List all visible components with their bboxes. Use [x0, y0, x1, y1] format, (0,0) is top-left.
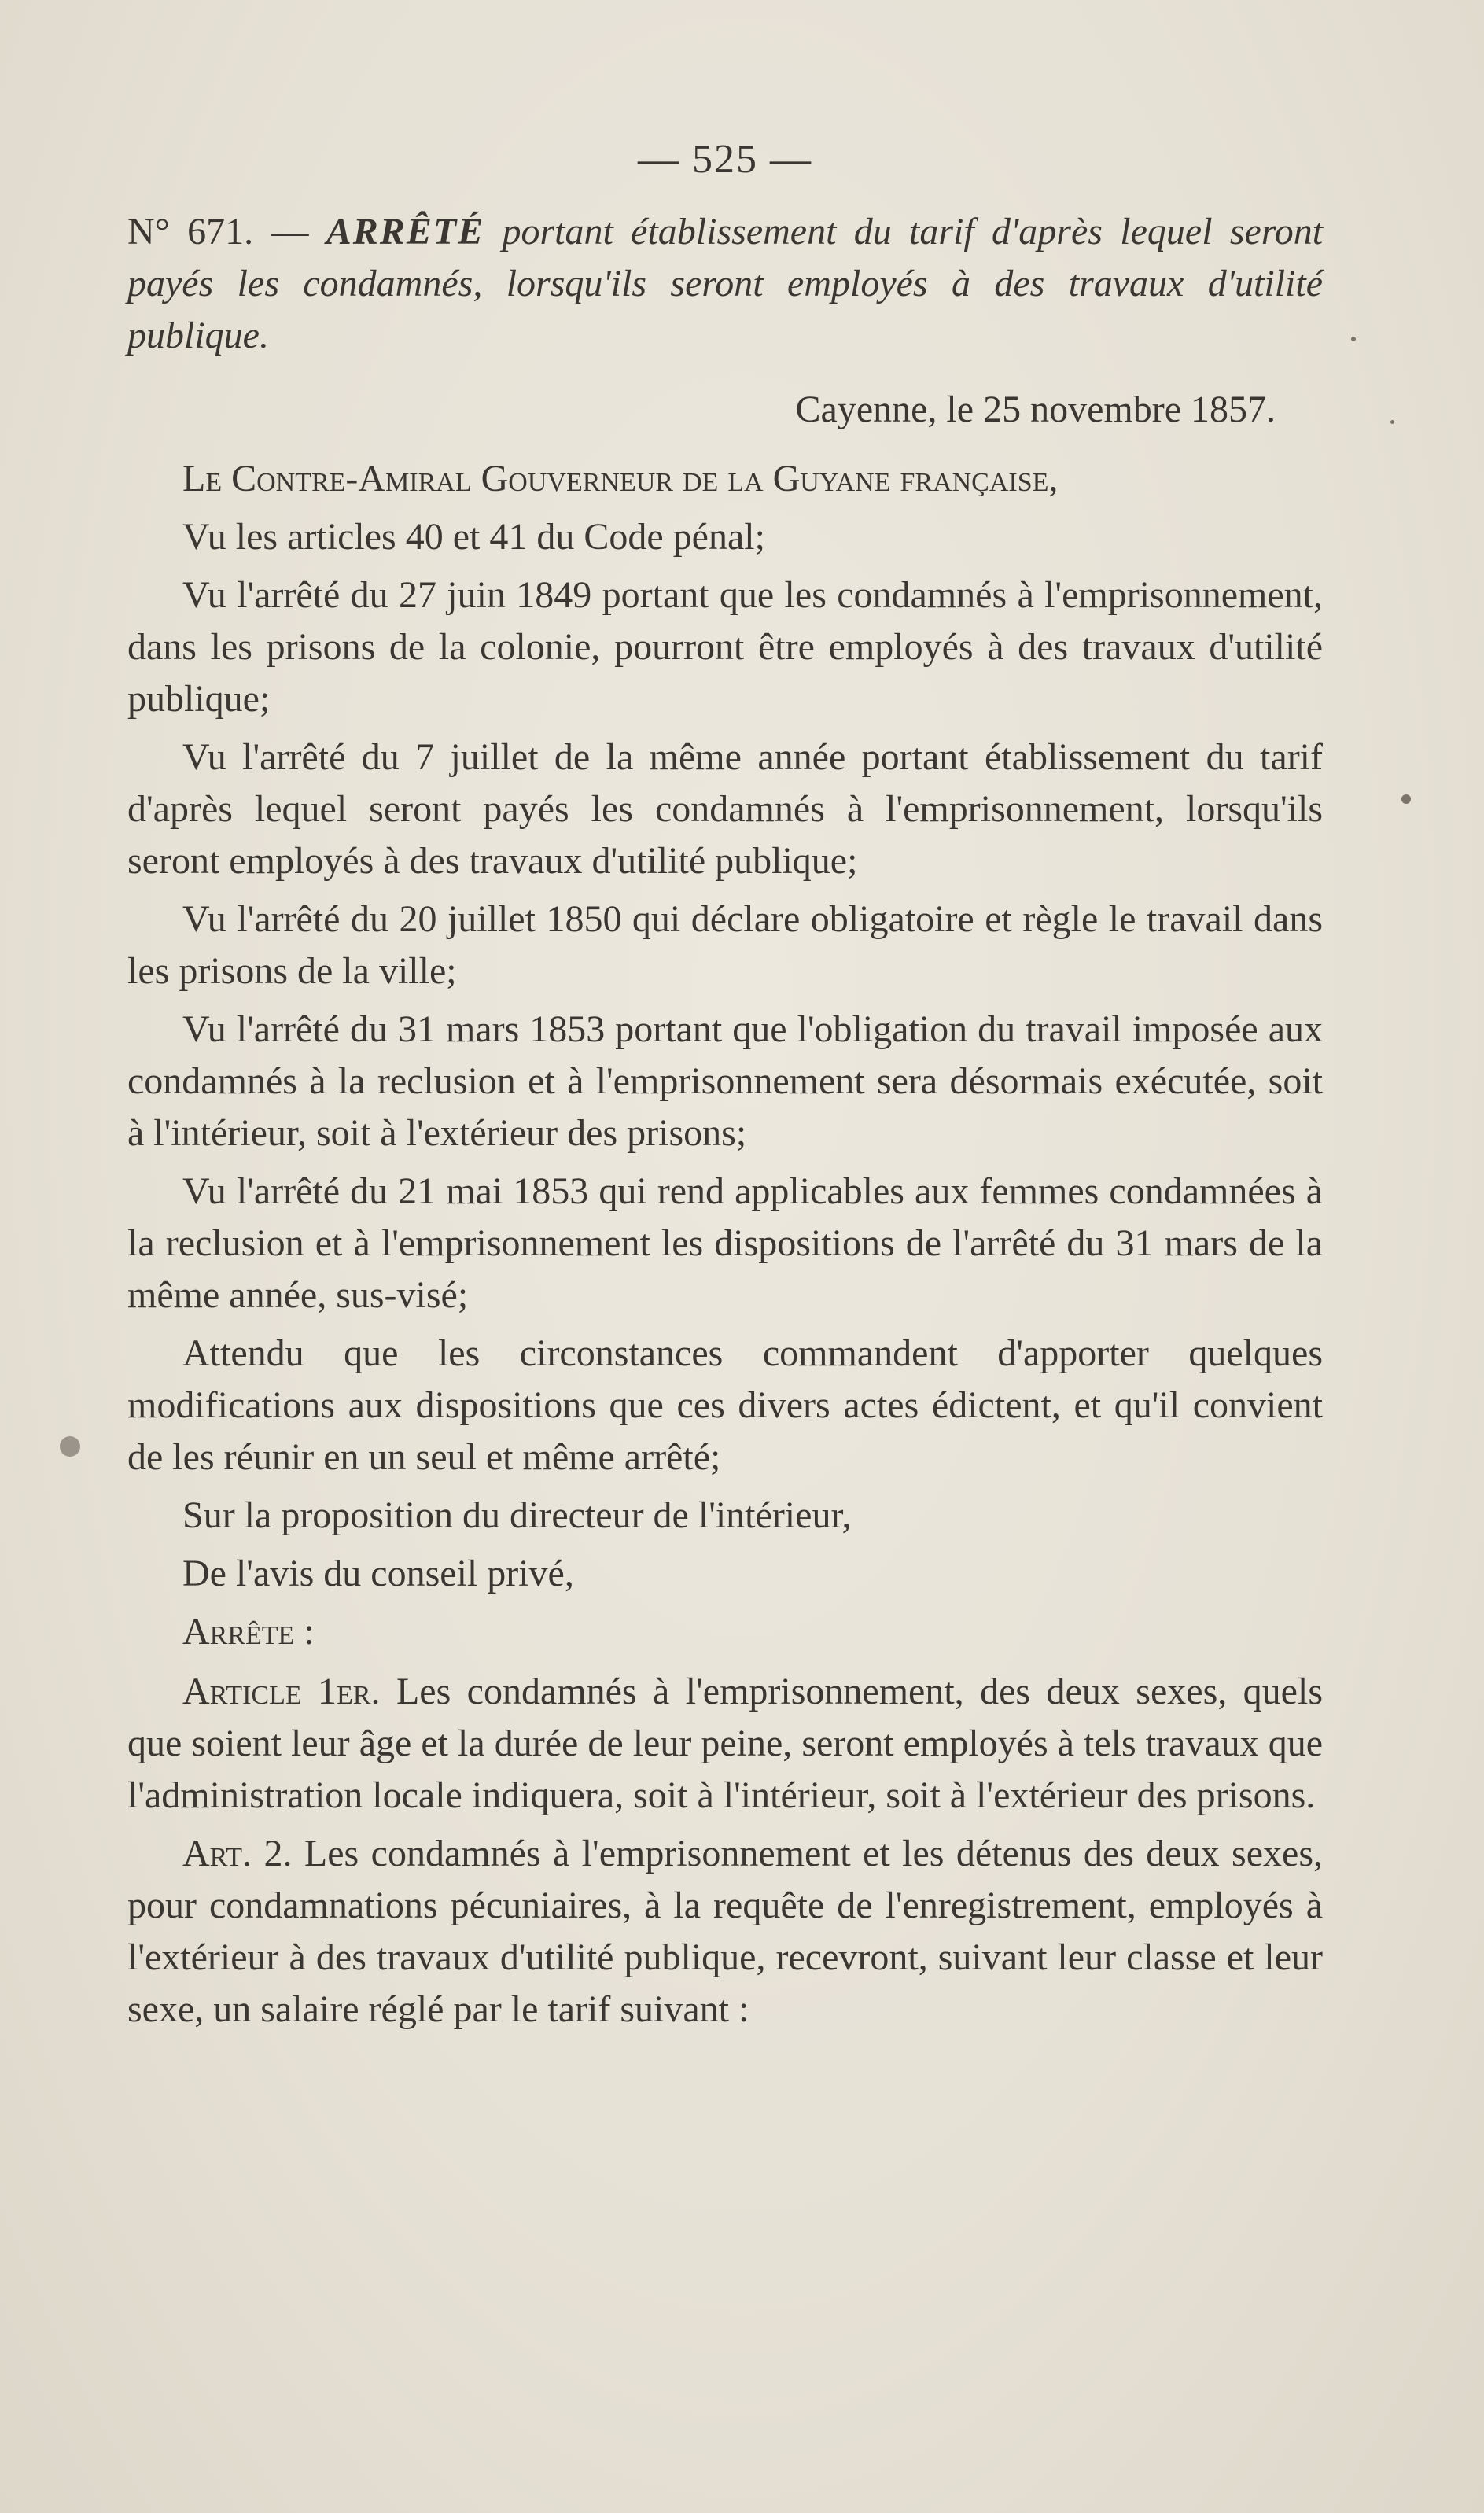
paragraph: Attendu que les circonstances commandent d'apporter quelques modifications aux dispositions que ces divers actes édictent, et qu'il convient de les réunir en un seul et même arrêté; [127, 1332, 1323, 1478]
article-text: Les condamnés à l'emprisonnement, des deux sexes, quels que soient leur âge et la durée de leur peine, seront employés à tels travaux que l'administration locale indiquera, soit à l'intérieur, soit à l'extérieur des prisons. [127, 1671, 1323, 1816]
decree-keyword: ARRÊTÉ [326, 211, 485, 252]
paper-speck [1390, 420, 1394, 424]
decree-number: N° 671. — [127, 211, 309, 252]
paragraph: Vu l'arrêté du 27 juin 1849 portant que les condamnés à l'emprisonnement, dans les prisons de la colonie, pourront être employés à des travaux d'utilité publique; [127, 574, 1323, 720]
paragraph: Vu l'arrêté du 31 mars 1853 portant que l'obligation du travail imposée aux condamnés à la reclusion et à l'emprisonnement sera désormais exécutée, soit à l'intérieur, soit à l'extérieur des prisons; [127, 1008, 1323, 1154]
decree-title: portant établissement du tarif d'après lequel seront payés les condamnés, lorsqu'ils seront employés à des travaux d'utilité publique. [127, 211, 1324, 356]
paragraph: Vu les articles 40 et 41 du Code pénal; [182, 516, 765, 558]
decree-heading [127, 206, 1323, 362]
paper-speck [1401, 794, 1411, 804]
paragraph: Sur la proposition du directeur de l'intérieur, [182, 1494, 852, 1536]
article-label: Article 1er. [182, 1671, 381, 1712]
article-label: Art. 2. [182, 1833, 293, 1874]
article-2 [127, 1828, 1323, 2036]
document-text [127, 118, 1323, 2042]
arrete-label: Arrête : [182, 1611, 315, 1653]
paragraph: Vu l'arrêté du 7 juillet de la même année portant établissement du tarif d'après lequel seront payés les condamnés à l'emprisonnement, lorsqu'ils seront employés à des travaux d'utilité publique; [127, 736, 1323, 882]
date-line: Cayenne, le 25 novembre 1857. [795, 389, 1276, 430]
governor-line: Le Contre-Amiral Gouverneur de la Guyane française, [182, 458, 1059, 499]
paragraph: De l'avis du conseil privé, [182, 1553, 574, 1594]
article-text: Les condamnés à l'emprisonnement et les détenus des deux sexes, pour condamnations pécuniaires, à la requête de l'enregistrement, employés à l'extérieur à des travaux d'utilité publique, recevront, suivant leur classe et leur sexe, un salaire réglé par le tarif suivant : [127, 1833, 1323, 2030]
article-1 [127, 1666, 1323, 1822]
paragraph: Vu l'arrêté du 20 juillet 1850 qui déclare obligatoire et règle le travail dans les prisons de la ville; [127, 898, 1323, 992]
paragraph: Vu l'arrêté du 21 mai 1853 qui rend applicables aux femmes condamnées à la reclusion et à l'emprisonnement les dispositions de l'arrêté du 31 mars de la même année, sus-visé; [127, 1170, 1323, 1316]
page-number: — 525 — [638, 137, 812, 182]
paper-speck [60, 1436, 80, 1457]
paper-speck [1351, 337, 1356, 341]
